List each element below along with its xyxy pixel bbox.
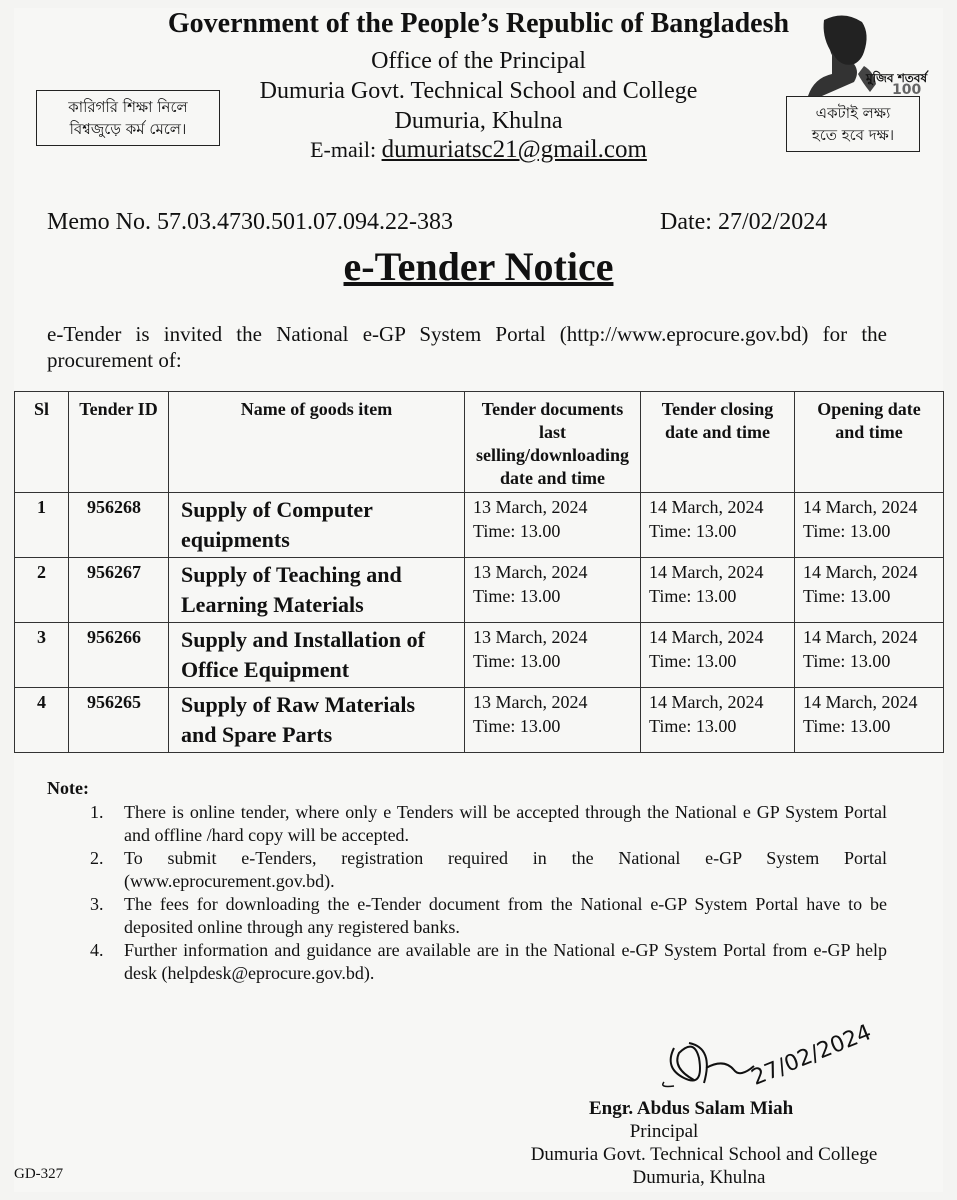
header-closing-date: Tender closing date and time [641, 392, 795, 493]
note-number: 3. [90, 894, 104, 914]
memo-number: Memo No. 57.03.4730.501.07.094.22-383 [47, 209, 453, 235]
table-row [15, 688, 944, 753]
slogan-left-line-2: বিশ্বজুড়ে কর্ম মেলে। [69, 120, 187, 138]
row-goods-item: Supply of Raw Materials and Spare Parts [169, 688, 465, 753]
signatory-designation: Principal [629, 1121, 699, 1142]
row-goods-item: Supply of Teaching and Learning Materials [169, 558, 465, 623]
row-selling-cell [465, 623, 641, 688]
row-opening-cell [795, 558, 944, 623]
signature-date: 27/02/2024 [748, 1020, 875, 1091]
institution-line: Dumuria Govt. Technical School and College [259, 78, 698, 104]
row-tender-id: 956267 [69, 558, 169, 623]
mujib-logo-icon [804, 12, 928, 98]
row-goods-item: Supply of Computer equipments [169, 493, 465, 558]
note-list [47, 801, 887, 985]
tender-table [14, 391, 944, 753]
selling-time: Time: 13.00 [473, 586, 561, 606]
notice-page [14, 8, 943, 1192]
slogan-box-right [786, 96, 920, 152]
note-text: Further information and guidance are available are in the National e-GP System Portal from e-GP help desk (helpdesk@eprocure.gov.bd). [124, 940, 887, 983]
row-closing-cell [641, 558, 795, 623]
note-heading: Note: [47, 778, 89, 798]
opening-time: Time: 13.00 [803, 521, 891, 541]
note-item [47, 893, 887, 939]
selling-time: Time: 13.00 [473, 716, 561, 736]
closing-date: 14 March, 2024 [649, 627, 764, 647]
opening-time: Time: 13.00 [803, 586, 891, 606]
table-row [15, 558, 944, 623]
header-sl: Sl [15, 392, 69, 493]
table-row [15, 623, 944, 688]
opening-date: 14 March, 2024 [803, 497, 918, 517]
email-label: E-mail: [310, 137, 377, 162]
note-item [47, 939, 887, 985]
logo-text: মুজিব শতবর্ষ [866, 71, 928, 85]
closing-date: 14 March, 2024 [649, 497, 764, 517]
row-sl: 4 [15, 688, 69, 753]
page-title: e-Tender Notice [343, 244, 614, 289]
memo-date: Date: 27/02/2024 [660, 209, 828, 235]
note-text: The fees for downloading the e-Tender document from the National e-GP System Portal have to be deposited online through any registered banks. [124, 894, 887, 937]
signatory-name: Engr. Abdus Salam Miah [589, 1098, 794, 1119]
closing-date: 14 March, 2024 [649, 692, 764, 712]
row-sl: 3 [15, 623, 69, 688]
slogan-box-left [36, 90, 220, 146]
row-selling-cell [465, 493, 641, 558]
closing-time: Time: 13.00 [649, 651, 737, 671]
note-item [47, 801, 887, 847]
opening-time: Time: 13.00 [803, 651, 891, 671]
row-opening-cell [795, 493, 944, 558]
opening-date: 14 March, 2024 [803, 627, 918, 647]
selling-time: Time: 13.00 [473, 521, 561, 541]
row-closing-cell [641, 688, 795, 753]
note-text: There is online tender, where only e Tenders will be accepted through the National e GP System Portal and offline /hard copy will be accepted. [124, 802, 887, 845]
note-number: 1. [90, 802, 104, 822]
closing-time: Time: 13.00 [649, 586, 737, 606]
selling-date: 13 March, 2024 [473, 497, 588, 517]
row-selling-cell [465, 688, 641, 753]
header-tender-id: Tender ID [69, 392, 169, 493]
table-header-row [15, 392, 944, 493]
closing-date: 14 March, 2024 [649, 562, 764, 582]
note-number: 4. [90, 940, 104, 960]
closing-time: Time: 13.00 [649, 521, 737, 541]
closing-time: Time: 13.00 [649, 716, 737, 736]
row-selling-cell [465, 558, 641, 623]
email-address-link[interactable]: dumuriatsc21@gmail.com [381, 136, 647, 163]
header-opening-date: Opening date and time [795, 392, 944, 493]
slogan-right-line-2: হতে হবে দক্ষ। [811, 126, 895, 144]
selling-date: 13 March, 2024 [473, 692, 588, 712]
location-line: Dumuria, Khulna [394, 108, 563, 134]
selling-date: 13 March, 2024 [473, 627, 588, 647]
selling-time: Time: 13.00 [473, 651, 561, 671]
row-opening-cell [795, 688, 944, 753]
signatory-location: Dumuria, Khulna [632, 1167, 766, 1188]
government-heading: Government of the People’s Republic of Bangladesh [167, 8, 790, 39]
row-opening-cell [795, 623, 944, 688]
svg-text:100: 100 [892, 82, 922, 98]
header-goods-item: Name of goods item [169, 392, 465, 493]
table-row [15, 493, 944, 558]
row-closing-cell [641, 623, 795, 688]
opening-date: 14 March, 2024 [803, 562, 918, 582]
note-number: 2. [90, 848, 104, 868]
row-sl: 2 [15, 558, 69, 623]
row-tender-id: 956265 [69, 688, 169, 753]
office-line: Office of the Principal [371, 48, 586, 74]
row-tender-id: 956266 [69, 623, 169, 688]
note-item [47, 847, 887, 893]
slogan-left-line-1: কারিগরি শিক্ষা নিলে [68, 98, 188, 116]
footer-code: GD-327 [14, 1166, 64, 1182]
note-text: To submit e-Tenders, registration required in the National e-GP System Portal (www.eprocurement.gov.bd). [124, 848, 887, 891]
row-goods-item: Supply and Installation of Office Equipment [169, 623, 465, 688]
opening-date: 14 March, 2024 [803, 692, 918, 712]
row-sl: 1 [15, 493, 69, 558]
intro-paragraph: e-Tender is invited the National e-GP System Portal (http://www.eprocure.gov.bd) for the procurement of: [47, 322, 887, 372]
header-selling-date: Tender documents last selling/downloading date and time [465, 392, 641, 493]
signatory-institution: Dumuria Govt. Technical School and College [530, 1144, 878, 1165]
row-closing-cell [641, 493, 795, 558]
opening-time: Time: 13.00 [803, 716, 891, 736]
signature-icon [644, 1008, 875, 1108]
slogan-right-line-1: একটাই লক্ষ্য [815, 104, 891, 122]
selling-date: 13 March, 2024 [473, 562, 588, 582]
row-tender-id: 956268 [69, 493, 169, 558]
